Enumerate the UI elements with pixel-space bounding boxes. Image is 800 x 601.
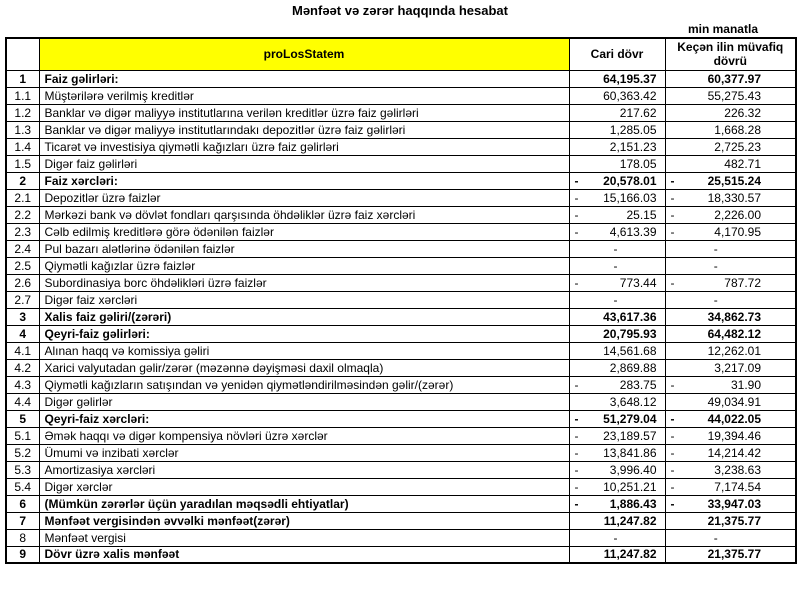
row-label-cell: Pul bazarı alətlərinə ödənilən faizlər	[39, 240, 569, 257]
previous-period-value-cell	[665, 512, 796, 529]
table-row-2.3	[6, 223, 796, 240]
row-label-cell: Subordinasiya borc öhdəlikləri üzrə faizlər	[39, 274, 569, 291]
table-row-1.1	[6, 87, 796, 104]
table-row-5.3	[6, 461, 796, 478]
table-row-4.4	[6, 393, 796, 410]
current-period-value-cell	[569, 189, 665, 206]
value-text: 217.62	[619, 105, 657, 120]
row-number-cell: 7	[6, 512, 39, 529]
current-period-value-cell	[569, 342, 665, 359]
value-text: 60,377.97	[707, 71, 761, 86]
negative-sign: -	[670, 479, 675, 494]
previous-period-value-cell: -	[665, 240, 796, 257]
value-text: 4,613.39	[609, 224, 657, 239]
row-label-cell: Alınan haqq və komissiya gəliri	[39, 342, 569, 359]
negative-sign: -	[574, 275, 579, 290]
value-text: 3,996.40	[609, 462, 657, 477]
negative-sign: -	[574, 479, 579, 494]
row-label-cell: Qiymətli kağızlar üzrə faizlər	[39, 257, 569, 274]
previous-period-value-cell	[665, 359, 796, 376]
negative-sign: -	[574, 496, 579, 511]
negative-sign: -	[670, 462, 675, 477]
current-period-value-cell	[569, 495, 665, 512]
previous-period-value-cell: -	[665, 291, 796, 308]
value-text: 2,151.23	[609, 139, 657, 154]
row-number-cell: 2.4	[6, 240, 39, 257]
current-period-value-cell	[569, 308, 665, 325]
row-number-cell: 1	[6, 70, 39, 87]
value-text: 64,482.12	[707, 326, 761, 341]
value-text: 21,375.77	[707, 547, 761, 562]
row-number-cell: 2.2	[6, 206, 39, 223]
value-text: 49,034.91	[707, 394, 761, 409]
row-label-cell: Digər gəlirlər	[39, 393, 569, 410]
previous-period-value-cell	[665, 121, 796, 138]
row-number-cell: 1.4	[6, 138, 39, 155]
table-row-5.1	[6, 427, 796, 444]
value-text: 10,251.21	[603, 479, 657, 494]
value-text: 3,648.12	[609, 394, 657, 409]
row-label-cell: Əmək haqqı və digər kompensiya növləri üzrə xərclər	[39, 427, 569, 444]
row-number-cell: 1.2	[6, 104, 39, 121]
value-text: 2,226.00	[714, 207, 761, 222]
table-row-2.6	[6, 274, 796, 291]
value-text: 18,330.57	[707, 190, 761, 205]
row-number-cell: 1.1	[6, 87, 39, 104]
row-label-cell: Amortizasiya xərcləri	[39, 461, 569, 478]
current-period-value-cell	[569, 461, 665, 478]
value-text: 25.15	[626, 207, 657, 222]
row-label-cell: Digər xərclər	[39, 478, 569, 495]
current-period-value-cell	[569, 121, 665, 138]
negative-sign: -	[670, 275, 675, 290]
row-label-cell: Qeyri-faiz gəlirləri:	[39, 325, 569, 342]
row-number-cell: 2.3	[6, 223, 39, 240]
row-number-cell: 4.3	[6, 376, 39, 393]
row-label-cell: Mənfəət vergisindən əvvəlki mənfəət(zərər)	[39, 512, 569, 529]
row-number-cell: 4	[6, 325, 39, 342]
previous-period-value-cell	[665, 104, 796, 121]
value-text: 226.32	[724, 105, 761, 120]
value-text: 11,247.82	[603, 547, 657, 562]
value-text: 55,275.43	[707, 88, 761, 103]
negative-sign: -	[574, 190, 579, 205]
value-text: 11,247.82	[603, 513, 657, 528]
current-period-value-cell	[569, 325, 665, 342]
header-number-cell	[6, 38, 39, 70]
row-label-cell: (Mümkün zərərlər üçün yaradılan məqsədli ehtiyatlar)	[39, 495, 569, 512]
value-text: 23,189.57	[603, 428, 657, 443]
table-row-1.3	[6, 121, 796, 138]
table-row-2.5	[6, 257, 796, 274]
value-text: 3,238.63	[714, 462, 761, 477]
negative-sign: -	[574, 207, 579, 222]
previous-period-value-cell	[665, 308, 796, 325]
negative-sign: -	[574, 445, 579, 460]
table-row-5.2	[6, 444, 796, 461]
current-period-value-cell	[569, 478, 665, 495]
row-number-cell: 6	[6, 495, 39, 512]
header-current-period-cell: Cari dövr	[569, 38, 665, 70]
previous-period-value-cell	[665, 478, 796, 495]
negative-sign: -	[670, 411, 675, 426]
row-label-cell: Ticarət və investisiya qiymətli kağızları üzrə faiz gəlirləri	[39, 138, 569, 155]
value-text: 2,725.23	[714, 139, 761, 154]
previous-period-value-cell	[665, 495, 796, 512]
header-statement-cell: proLosStatem	[39, 38, 569, 70]
row-number-cell: 5.3	[6, 461, 39, 478]
table-row-9	[6, 546, 796, 563]
previous-period-value-cell: -	[665, 257, 796, 274]
previous-period-value-cell	[665, 393, 796, 410]
value-text: 20,795.93	[603, 326, 657, 341]
current-period-value-cell: -	[569, 257, 665, 274]
table-row-7	[6, 512, 796, 529]
current-period-value-cell	[569, 206, 665, 223]
table-row-3	[6, 308, 796, 325]
value-text: 19,394.46	[707, 428, 761, 443]
table-row-5.4	[6, 478, 796, 495]
current-period-value-cell	[569, 104, 665, 121]
value-text: 283.75	[619, 377, 657, 392]
row-label-cell: Banklar və digər maliyyə institutlarındakı depozitlər üzrə faiz gəlirləri	[39, 121, 569, 138]
table-row-4	[6, 325, 796, 342]
row-label-cell: Mərkəzi bank və dövlət fondları qarşısında öhdəliklər üzrə faiz xərcləri	[39, 206, 569, 223]
previous-period-value-cell	[665, 376, 796, 393]
value-text: 33,947.03	[707, 496, 761, 511]
previous-period-value-cell	[665, 342, 796, 359]
current-period-value-cell	[569, 155, 665, 172]
table-row-1.4	[6, 138, 796, 155]
current-period-value-cell	[569, 546, 665, 563]
value-text: 4,170.95	[714, 224, 761, 239]
value-text: 20,578.01	[603, 173, 657, 188]
previous-period-value-cell	[665, 427, 796, 444]
negative-sign: -	[670, 377, 675, 392]
value-text: 34,862.73	[707, 309, 761, 324]
row-label-cell: Xalis faiz gəliri/(zərəri)	[39, 308, 569, 325]
negative-sign: -	[574, 377, 579, 392]
row-label-cell: Depozitlər üzrə faizlər	[39, 189, 569, 206]
row-number-cell: 5.4	[6, 478, 39, 495]
row-label-cell: Xarici valyutadan gəlir/zərər (məzənnə dəyişməsi daxil olmaqla)	[39, 359, 569, 376]
value-text: 482.71	[724, 156, 761, 171]
row-label-cell: Cəlb edilmiş kreditlərə görə ödənilən faizlər	[39, 223, 569, 240]
table-row-8	[6, 529, 796, 546]
table-row-4.1	[6, 342, 796, 359]
negative-sign: -	[670, 445, 675, 460]
current-period-value-cell	[569, 223, 665, 240]
row-label-cell: Banklar və digər maliyyə institutlarına verilən kreditlər üzrə faiz gəlirləri	[39, 104, 569, 121]
row-label-cell: Müştərilərə verilmiş kreditlər	[39, 87, 569, 104]
current-period-value-cell	[569, 444, 665, 461]
previous-period-value-cell	[665, 223, 796, 240]
row-number-cell: 8	[6, 529, 39, 546]
negative-sign: -	[670, 190, 675, 205]
report-title: Mənfəət və zərər haqqında hesabat	[291, 3, 508, 18]
negative-sign: -	[574, 411, 579, 426]
negative-sign: -	[670, 496, 675, 511]
table-row-5	[6, 410, 796, 427]
value-text: 14,214.42	[707, 445, 761, 460]
row-number-cell: 3	[6, 308, 39, 325]
negative-sign: -	[574, 428, 579, 443]
value-text: 7,174.54	[714, 479, 761, 494]
value-text: 51,279.04	[603, 411, 657, 426]
row-label-cell: Digər faiz xərcləri	[39, 291, 569, 308]
previous-period-value-cell	[665, 189, 796, 206]
previous-period-value-cell	[665, 410, 796, 427]
table-row-6	[6, 495, 796, 512]
row-label-cell: Dövr üzrə xalis mənfəət	[39, 546, 569, 563]
negative-sign: -	[670, 224, 675, 239]
profit-loss-table	[5, 37, 797, 564]
negative-sign: -	[670, 207, 675, 222]
previous-period-value-cell	[665, 274, 796, 291]
value-text: 14,561.68	[603, 343, 657, 358]
row-number-cell: 5.1	[6, 427, 39, 444]
row-number-cell: 2.7	[6, 291, 39, 308]
value-text: 773.44	[619, 275, 657, 290]
row-number-cell: 2.1	[6, 189, 39, 206]
previous-period-value-cell	[665, 461, 796, 478]
value-text: 1,886.43	[609, 496, 657, 511]
previous-period-value-cell	[665, 87, 796, 104]
value-text: 787.72	[724, 275, 761, 290]
negative-sign: -	[670, 428, 675, 443]
row-number-cell: 9	[6, 546, 39, 563]
current-period-value-cell: -	[569, 240, 665, 257]
negative-sign: -	[574, 173, 579, 188]
table-row-1.2	[6, 104, 796, 121]
previous-period-value-cell	[665, 325, 796, 342]
row-label-cell: Faiz gəlirləri:	[39, 70, 569, 87]
value-text: 1,668.28	[714, 122, 761, 137]
table-row-1	[6, 70, 796, 87]
table-row-2	[6, 172, 796, 189]
row-number-cell: 4.4	[6, 393, 39, 410]
row-label-cell: Ümumi və inzibati xərclər	[39, 444, 569, 461]
negative-sign: -	[574, 462, 579, 477]
row-label-cell: Qeyri-faiz xərcləri:	[39, 410, 569, 427]
value-text: 44,022.05	[707, 411, 761, 426]
current-period-value-cell	[569, 427, 665, 444]
current-period-value-cell	[569, 359, 665, 376]
row-number-cell: 1.3	[6, 121, 39, 138]
row-number-cell: 2.5	[6, 257, 39, 274]
table-row-2.1	[6, 189, 796, 206]
table-row-4.2	[6, 359, 796, 376]
current-period-value-cell	[569, 393, 665, 410]
value-text: 2,869.88	[609, 360, 657, 375]
current-period-value-cell	[569, 70, 665, 87]
previous-period-value-cell	[665, 444, 796, 461]
previous-period-value-cell	[665, 546, 796, 563]
row-number-cell: 5	[6, 410, 39, 427]
previous-period-value-cell	[665, 206, 796, 223]
current-period-value-cell: -	[569, 529, 665, 546]
value-text: 64,195.37	[603, 71, 657, 86]
current-period-value-cell	[569, 138, 665, 155]
value-text: 178.05	[619, 156, 657, 171]
table-row-2.2	[6, 206, 796, 223]
value-text: 31.90	[730, 377, 761, 392]
negative-sign: -	[670, 173, 675, 188]
value-text: 25,515.24	[707, 173, 761, 188]
previous-period-value-cell	[665, 138, 796, 155]
row-label-cell: Faiz xərcləri:	[39, 172, 569, 189]
value-text: 43,617.36	[603, 309, 657, 324]
previous-period-value-cell	[665, 155, 796, 172]
unit-label: min manatla	[687, 22, 758, 36]
row-number-cell: 5.2	[6, 444, 39, 461]
row-label-cell: Mənfəət vergisi	[39, 529, 569, 546]
row-number-cell: 4.1	[6, 342, 39, 359]
current-period-value-cell	[569, 274, 665, 291]
table-row-4.3	[6, 376, 796, 393]
row-number-cell: 2.6	[6, 274, 39, 291]
previous-period-value-cell	[665, 70, 796, 87]
negative-sign: -	[574, 224, 579, 239]
header-row	[6, 38, 796, 70]
current-period-value-cell	[569, 376, 665, 393]
previous-period-value-cell: -	[665, 529, 796, 546]
value-text: 13,841.86	[603, 445, 657, 460]
current-period-value-cell	[569, 410, 665, 427]
row-label-cell: Qiymətli kağızların satışından və yenidən qiymətləndirilməsindən gəlir/(zərər)	[39, 376, 569, 393]
value-text: 1,285.05	[609, 122, 657, 137]
table-row-2.7	[6, 291, 796, 308]
row-number-cell: 2	[6, 172, 39, 189]
previous-period-value-cell	[665, 172, 796, 189]
value-text: 12,262.01	[707, 343, 761, 358]
row-number-cell: 4.2	[6, 359, 39, 376]
value-text: 3,217.09	[714, 360, 761, 375]
table-row-2.4	[6, 240, 796, 257]
row-label-cell: Digər faiz gəlirləri	[39, 155, 569, 172]
value-text: 21,375.77	[707, 513, 761, 528]
value-text: 60,363.42	[603, 88, 657, 103]
current-period-value-cell: -	[569, 291, 665, 308]
current-period-value-cell	[569, 87, 665, 104]
value-text: 15,166.03	[603, 190, 657, 205]
current-period-value-cell	[569, 172, 665, 189]
row-number-cell: 1.5	[6, 155, 39, 172]
table-row-1.5	[6, 155, 796, 172]
current-period-value-cell	[569, 512, 665, 529]
header-previous-period-cell: Keçən ilin müvafiq dövrü	[665, 38, 796, 70]
